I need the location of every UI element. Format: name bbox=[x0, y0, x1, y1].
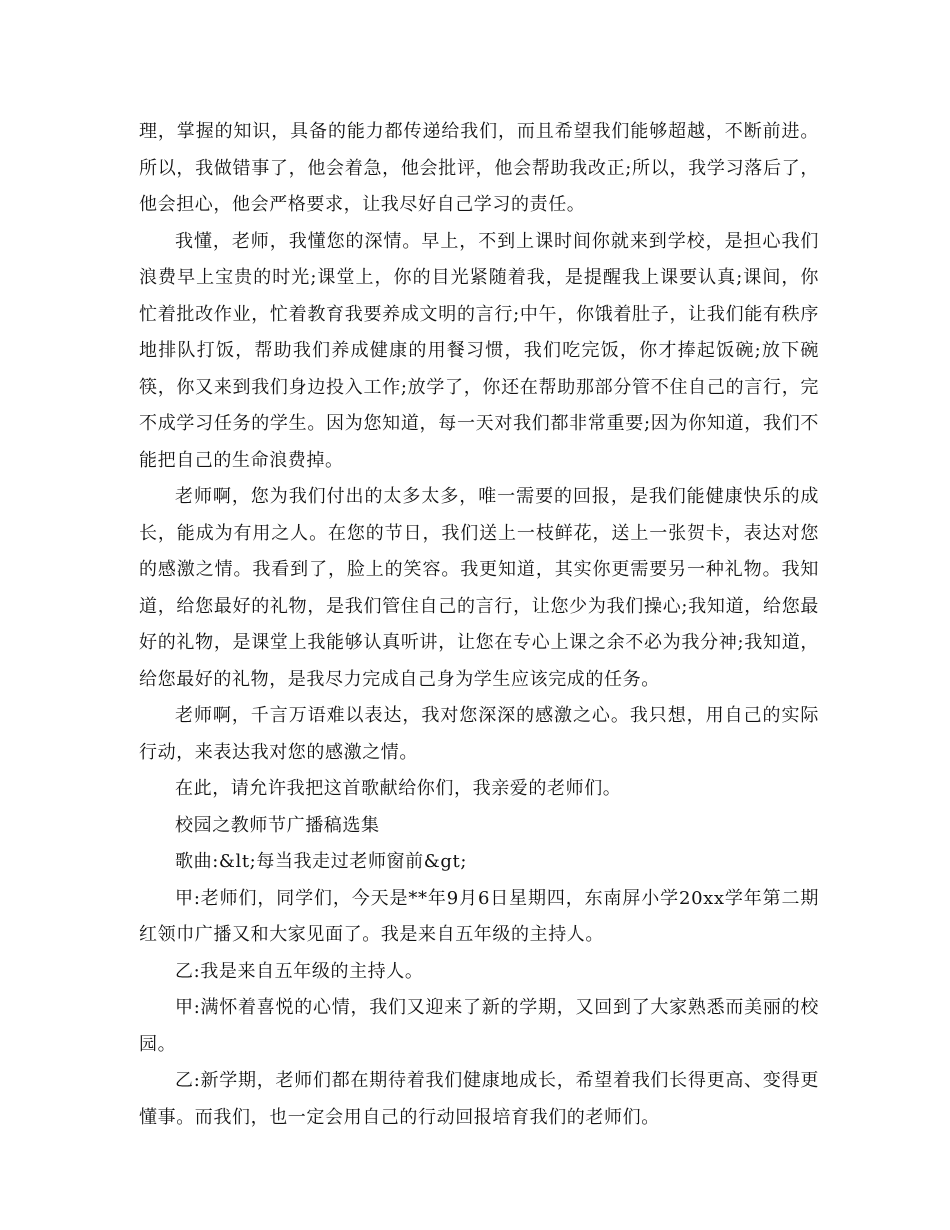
paragraph-4: 老师啊，千言万语难以表达，我对您深深的感激之心。我只想，用自己的实际行动，来表达我对您的感激之情。 bbox=[139, 705, 819, 763]
document-body bbox=[139, 114, 819, 1136]
paragraph-5: 在此，请允许我把这首歌献给你们，我亲爱的老师们。 bbox=[175, 778, 622, 799]
paragraph-2: 我懂，老师，我懂您的深情。早上，不到上课时间你就来到学校，是担心我们浪费早上宝贵的时光;课堂上，你的目光紧随着我，是提醒我上课要认真;课间，你忙着批改作业，忙着教育我要养成文明的言行;中午，你饿着肚子，让我们能有秩序地排队打饭，帮助我们养成健康的用餐习惯，我们吃完饭，你才捧起饭碗;放下碗筷，你又来到我们身边投入工作;放学了，你还在帮助那部分管不住自己的言行，完不成学习任务的学生。因为您知道，每一天对我们都非常重要;因为你知道，我们不能把自己的生命浪费掉。 bbox=[139, 230, 819, 471]
song-line: 歌曲:&lt;每当我走过老师窗前&gt; bbox=[175, 851, 467, 872]
section-title: 校园之教师节广播稿选集 bbox=[175, 814, 380, 836]
paragraph-3: 老师啊，您为我们付出的太多太多，唯一需要的回报，是我们能健康快乐的成长，能成为有用之人。在您的节日，我们送上一枝鲜花，送上一张贺卡，表达对您的感激之情。我看到了，脸上的笑容。我更知道，其实你更需要另一种礼物。我知道，给您最好的礼物，是我们管住自己的言行，让您少为我们操心;我知道，给您最好的礼物，是课堂上我能够认真听讲，让您在专心上课之余不必为我分神;我知道，给您最好的礼物，是我尽力完成自己身为学生应该完成的任务。 bbox=[139, 486, 819, 690]
paragraph-1: 理，掌握的知识，具备的能力都传递给我们，而且希望我们能够超越，不断前进。所以，我做错事了，他会着急，他会批评，他会帮助我改正;所以，我学习落后了，他会担心，他会严格要求，让我尽好自己学习的责任。 bbox=[139, 121, 819, 215]
dialogue-jia-1: 甲:老师们，同学们，今天是**年9月6日星期四，东南屏小学20xx学年第二期红领巾广播又和大家见面了。我是来自五年级的主持人。 bbox=[139, 887, 819, 945]
dialogue-jia-2: 甲:满怀着喜悦的心情，我们又迎来了新的学期，又回到了大家熟悉而美丽的校园。 bbox=[139, 997, 819, 1055]
dialogue-yi-2: 乙:新学期，老师们都在期待着我们健康地成长，希望着我们长得更高、变得更懂事。而我们，也一定会用自己的行动回报培育我们的老师们。 bbox=[139, 1070, 819, 1128]
dialogue-yi-1: 乙:我是来自五年级的主持人。 bbox=[175, 960, 424, 982]
